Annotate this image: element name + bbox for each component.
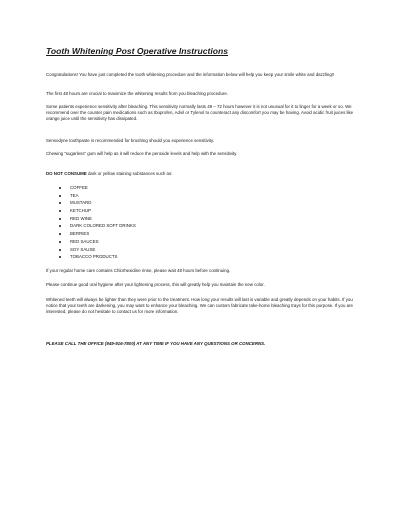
document-title: Tooth Whitening Post Operative Instructions (46, 46, 229, 56)
sensitivity-paragraph: Some patients experience sensitivity after bleaching. This sensitivity normally lasts 48 – 72 hours however it is not unusual for it to linger for a week or so. We recommend over the counter pain medications such as Ibuprofen, Advil or Tylenol to counteract any discomfort you may be having. Avoid acidic fruit juices like orange juice until the sensitivity has dissipated. (46, 104, 354, 121)
first-48-hours-paragraph: The first 48 hours are crucial to maximize the whitening results from you bleaching procedure. (46, 91, 229, 96)
list-item: BERRIES (59, 230, 136, 238)
oral-hygiene-paragraph: Please continue good oral hygiene after your lightening process, this will greatly help you maintain the new color. (46, 282, 265, 287)
list-item: TOBACCO PRODUCTS (59, 253, 136, 261)
list-item: DARK COLORED SOFT DRINKS (59, 222, 136, 230)
list-item: RED SAUCES (59, 238, 136, 246)
list-item: MUSTARD (59, 199, 136, 207)
call-office-notice: PLEASE CALL THE OFFICE (949-916-7800) AT ANY TIME IF YOU HAVE ANY QUESTIONS OR CONCERNS. (46, 341, 266, 346)
staining-substances-list (59, 184, 136, 261)
gum-paragraph: Chewing “sugarless” gum will help as it will reduce the peroxide levels and help with the sensitivity. (46, 151, 238, 156)
do-not-consume-label: DO NOT CONSUME (46, 171, 87, 176)
intro-paragraph: Congratulations! You have just completed the tooth whitening procedure and the information below will help you keep your smile white and dazzling!! (46, 72, 335, 77)
list-item: COFFEE (59, 184, 136, 192)
do-not-consume-paragraph (46, 171, 358, 177)
chlorhexidine-paragraph: If your regular home care contains Chlorhexidine rinse, please wait 48 hours before continuing. (46, 268, 231, 273)
whitened-teeth-paragraph: Whitened teeth will always be lighter than they were prior to the treatment. How long your results will last is variable and greatly depends on your habits. If you notice that your teeth are darkening, you may want to enhance your bleaching. We can custom fabricate take-home bleaching trays for this purpose. If you are interested, please do not hesitate to contact us for more information. (46, 297, 353, 314)
list-item: SOY SAUSE (59, 246, 136, 254)
list-item: RED WINE (59, 215, 136, 223)
do-not-consume-text: dark or yellow staining substances such as: (86, 171, 173, 176)
sensodyne-paragraph: Sensodyne toothpaste is recommended for brushing should you experience sensitivity. (46, 138, 215, 143)
list-item: TEA (59, 192, 136, 200)
list-item: KETCHUP (59, 207, 136, 215)
